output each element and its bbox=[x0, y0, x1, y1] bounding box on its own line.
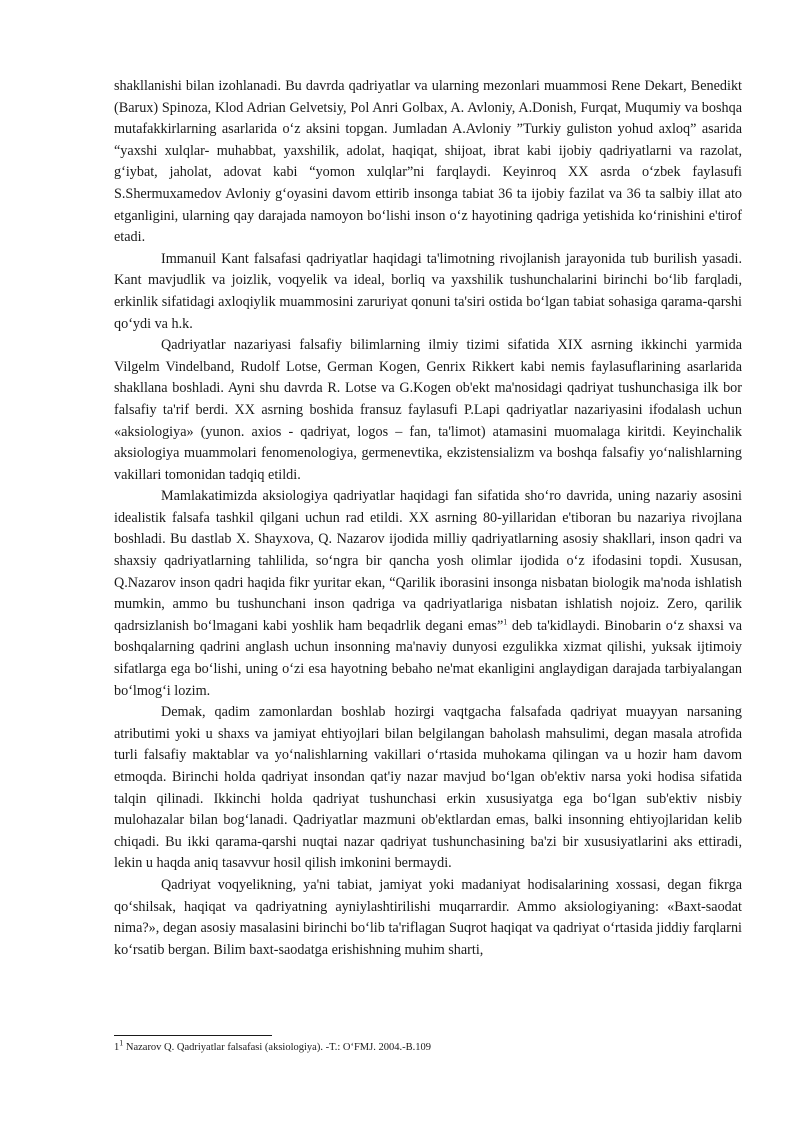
footnote bbox=[114, 1038, 742, 1055]
footnote-text: Nazarov Q. Qadriyatlar falsafasi (aksiologiya). -T.: O‘FMJ. 2004.-B.109 bbox=[123, 1042, 431, 1053]
paragraph-2: Immanuil Kant falsafasi qadriyatlar haqidagi ta'limotning rivojlanish jarayonida tub burilish yasadi. Kant mavjudlik va joizlik, voqyelik va ideal, borliq va yaxshilik tushunchalarini birinchi bo‘lib farqladi, erkinlik sifatidagi axloqiylik muammosini zaruriyat qonuni ta'siri ostida bo‘lgan tabiat sohasiga qarama-qarshi qo‘ydi va h.k. bbox=[114, 250, 742, 332]
paragraph-4 bbox=[114, 486, 742, 702]
footnote-number-sup: 1 bbox=[119, 1038, 124, 1048]
footnote-number: 1 bbox=[114, 1042, 120, 1053]
paragraph-5: Demak, qadim zamonlardan boshlab hozirgi vaqtgacha falsafada qadriyat muayyan narsaning atributimi yoki u shaxs va jamiyat ehtiyojlari bilan belgilangan baholash mahsulimi, degan masala atrofida turli falsafiy maktablar va yo‘nalishlarning vakillari o‘rtasida muhokama qilingan va u hozir ham davom etmoqda. Birinchi holda qadriyat insondan qat'iy nazar mavjud bo‘lgan ob'ektiv narsa yoki hodisa sifatida talqin qilinadi. Ikkinchi holda qadriyat tushunchasi erkin xususiyatga ega bo‘lgan sub'ektiv nisbiy mulohazalar bilan bog‘lanadi. Qadriyatlar mazmuni ob'ektlardan emas, balki insonning ehtiyojlaridan kelib chiqadi. Bu ikki qarama-qarshi nuqtai nazar qadriyat tushunchasining ba'zi bir xususiyatlarini aks ettiradi, lekin u haqda aniq tasavvur hosil qilish imkonini bermaydi. bbox=[114, 704, 742, 872]
paragraph-4-text: Mamlakatimizda aksiologiya qadriyatlar haqidagi fan sifatida sho‘ro davrida, uning nazariy asosini idealistik falsafa tashkil qilgani uchun rad etildi. XX asrning 80-yillaridan e'tiboran bu nazariya rivojlana boshladi. Bu dastlab X. Shayxova, Q. Nazarov ijodida milliy qadriyatlarning asosiy shakllari, inson qadri va shaxsiy qadriyatlarning tahlilida, so‘ngra bir qancha yosh olimlar ijodida o‘z ifodasini topdi. Xususan, Q.Nazarov inson qadri haqida fikr yuritar ekan, “Qarilik iborasini insonga nisbatan biologik ma'noda ishlatish mumkin, ammo bu tushunchani inson qadriga va qadriyatlariga nisbatan ishlatish nojoiz. Zero, qarilik qadrsizlanish bo‘lmagani kabi yoshlik ham beqadrlik degani emas” bbox=[114, 488, 742, 634]
body-text bbox=[114, 76, 742, 961]
paragraph-6: Qadriyat voqyelikning, ya'ni tabiat, jamiyat yoki madaniyat hodisalarining xossasi, degan fikrga qo‘shilsak, haqiqat va qadriyatning ayniylashtirilishi muqarrardir. Ammo aksiologiyaning: «Baxt-saodat nima?», degan asosiy masalasini birinchi bo‘lib ta'riflagan Suqrot haqiqat va qadriyat o‘rtasida jiddiy farqlarni ko‘rsatib bergan. Bilim baxt-saodatga erishishning muhim sharti, bbox=[114, 876, 742, 958]
paragraph-4-text-after: deb ta'kidlaydi. Binobarin o‘z shaxsi va boshqalarning qadrini anglash uchun insonning ma'naviy dunyosi ezgulikka xizmat qilishi, yuksak ijtimoiy sifatlarga ega bo‘lishi, uning o‘zi esa hayotning bebaho ne'mat ekanligini anglaydigan darajada tarbiyalangan bo‘lmog‘i lozim. bbox=[114, 617, 742, 699]
footnote-divider bbox=[114, 1035, 272, 1036]
paragraph-1: shakllanishi bilan izohlanadi. Bu davrda qadriyatlar va ularning mezonlari muammosi Rene Dekart, Benedikt (Barux) Spinoza, Klod Adrian Gelvetsiy, Pol Anri Golbax, A. Avloniy, A.Donish, Furqat, Muqumiy va boshqa mutafakkirlarning asarlarida o‘z aksini topgan. Jumladan A.Avloniy ”Turkiy guliston yohud axloq” asarida “yaxshi xulqlar- muhabbat, yaxshilik, adolat, haqiqat, shijoat, ibrat kabi ijobiy qadriyatlarni va razolat, g‘iybat, jaholat, adovat kabi “yomon xulqlar”ni farqlaydi. Keyinroq XX asrda o‘zbek faylasufi S.Shermuxamedov Avloniy g‘oyasini davom ettirib insonga tabiat 36 ta ijobiy fazilat va 36 ta salbiy illat ato etganligini, ularning qay darajada namoyon bo‘lishi inson o‘z hayotining qadriga yetishida ko‘rinishini e'tirof etadi. bbox=[114, 78, 742, 246]
paragraph-3: Qadriyatlar nazariyasi falsafiy bilimlarning ilmiy tizimi sifatida XIX asrning ikkinchi yarmida Vilgelm Vindelband, Rudolf Lotse, German Kogen, Genrix Rikkert kabi nemis faylasuflarining asarlarida shakllana boshladi. Ayni shu davrda R. Lotse va G.Kogen ob'ekt ma'nosidagi qadriyat tushunchasiga ilk bor falsafiy ta'rif berdi. XX asrning boshida fransuz faylasufi P.Lapi qadriyatlar nazariyasini ifodalash uchun «aksiologiya» (yunon. axios - qadriyat, logos – fan, ta'limot) atamasini muomalaga kiritdi. Keyinchalik aksiologiya muammolari fenomenologiya, germenevtika, ekzistensializm va boshqa falsafiy yo‘nalishlarning vakillari tomonidan tadqiq etildi. bbox=[114, 337, 742, 483]
footnote-reference[interactable]: 1 bbox=[503, 617, 508, 627]
